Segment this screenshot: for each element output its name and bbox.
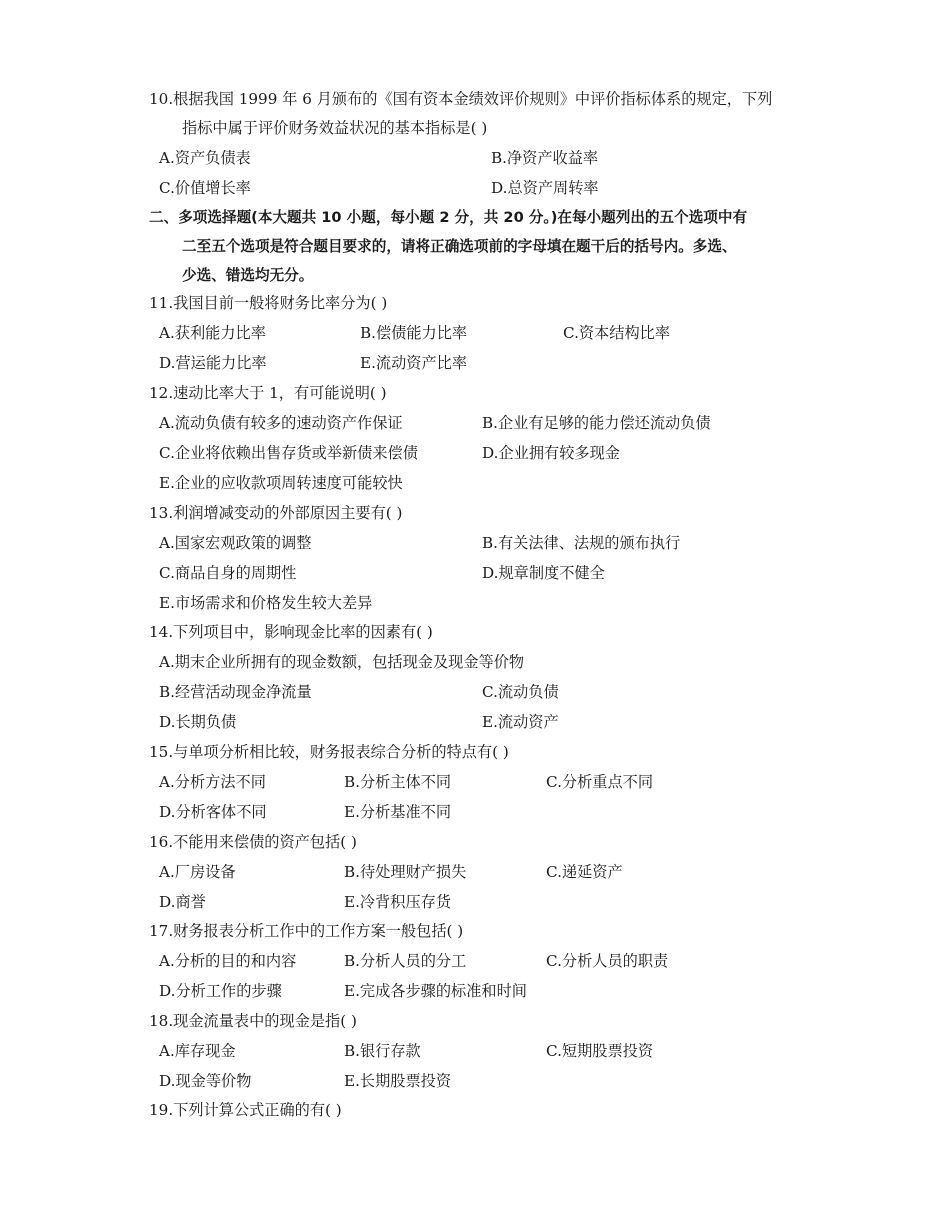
q14-option-a: A.期末企业所拥有的现金数额，包括现金及现金等价物	[159, 653, 525, 671]
q11-option-d: D.营运能力比率	[159, 354, 267, 372]
q17-option-b: B.分析人员的分工	[344, 952, 467, 970]
question-10-stem-cont: 指标中属于评价财务效益状况的基本指标是( )	[182, 119, 488, 137]
question-17-stem: 17.财务报表分析工作中的工作方案一般包括( )	[149, 922, 464, 940]
q15-option-d: D.分析客体不同	[159, 803, 267, 821]
question-18-stem: 18.现金流量表中的现金是指( )	[149, 1012, 357, 1030]
q17-option-d: D.分析工作的步骤	[159, 982, 282, 1000]
q17-option-a: A.分析的目的和内容	[159, 952, 297, 970]
q18-option-e: E.长期股票投资	[344, 1072, 452, 1090]
q18-option-c: C.短期股票投资	[546, 1042, 654, 1060]
q12-option-c: C.企业将依赖出售存货或举新债来偿债	[159, 444, 418, 462]
q17-option-e: E.完成各步骤的标准和时间	[344, 982, 527, 1000]
q15-option-c: C.分析重点不同	[546, 773, 654, 791]
section-2-instructions-end: 少选、错选均无分。	[182, 267, 314, 284]
question-13-stem: 13.利润增减变动的外部原因主要有( )	[149, 504, 403, 522]
question-10-stem: 10.根据我国 1999 年 6 月颁布的《国有资本金绩效评价规则》中评价指标体系的规定，下列	[149, 90, 773, 108]
q18-option-b: B.银行存款	[344, 1042, 421, 1060]
question-16-stem: 16.不能用来偿债的资产包括( )	[149, 833, 357, 851]
q14-option-b: B.经营活动现金净流量	[159, 683, 312, 701]
q14-option-e: E.流动资产	[482, 713, 559, 731]
q11-option-b: B.偿债能力比率	[360, 324, 468, 342]
question-12-stem: 12.速动比率大于 1，有可能说明( )	[149, 384, 387, 402]
q16-option-b: B.待处理财产损失	[344, 863, 467, 881]
q14-option-c: C.流动负债	[482, 683, 559, 701]
question-14-stem: 14.下列项目中，影响现金比率的因素有( )	[149, 623, 433, 641]
q16-option-e: E.冷背积压存货	[344, 893, 452, 911]
q11-option-a: A.获利能力比率	[159, 324, 266, 342]
question-11-stem: 11.我国目前一般将财务比率分为( )	[149, 294, 388, 312]
q16-option-d: D.商誉	[159, 893, 206, 911]
section-2-instructions: 二至五个选项是符合题目要求的，请将正确选项前的字母填在题干后的括号内。多选、	[182, 238, 737, 255]
section-2-heading: 二、多项选择题(本大题共 10 小题，每小题 2 分，共 20 分。)在每小题列出的五个选项中有	[149, 209, 748, 226]
q12-option-e: E.企业的应收款项周转速度可能较快	[159, 474, 403, 492]
q10-option-d: D.总资产周转率	[491, 179, 599, 197]
q14-option-d: D.长期负债	[159, 713, 237, 731]
q13-option-c: C.商品自身的周期性	[159, 564, 297, 582]
q10-option-b: B.净资产收益率	[491, 149, 599, 167]
q10-option-a: A.资产负债表	[159, 149, 251, 167]
q16-option-a: A.厂房设备	[159, 863, 236, 881]
q12-option-d: D.企业拥有较多现金	[482, 444, 620, 462]
question-19-stem: 19.下列计算公式正确的有( )	[149, 1101, 342, 1119]
q11-option-e: E.流动资产比率	[360, 354, 468, 372]
q15-option-e: E.分析基准不同	[344, 803, 452, 821]
q13-option-a: A.国家宏观政策的调整	[159, 534, 312, 552]
question-15-stem: 15.与单项分析相比较，财务报表综合分析的特点有( )	[149, 743, 509, 761]
q11-option-c: C.资本结构比率	[563, 324, 671, 342]
q16-option-c: C.递延资产	[546, 863, 623, 881]
q15-option-b: B.分析主体不同	[344, 773, 452, 791]
q12-option-b: B.企业有足够的能力偿还流动负债	[482, 414, 711, 432]
q13-option-b: B.有关法律、法规的颁布执行	[482, 534, 681, 552]
q18-option-d: D.现金等价物	[159, 1072, 252, 1090]
q15-option-a: A.分析方法不同	[159, 773, 266, 791]
q17-option-c: C.分析人员的职责	[546, 952, 669, 970]
q12-option-a: A.流动负债有较多的速动资产作保证	[159, 414, 403, 432]
q13-option-d: D.规章制度不健全	[482, 564, 605, 582]
q13-option-e: E.市场需求和价格发生较大差异	[159, 594, 373, 612]
q18-option-a: A.库存现金	[159, 1042, 236, 1060]
q10-option-c: C.价值增长率	[159, 179, 251, 197]
